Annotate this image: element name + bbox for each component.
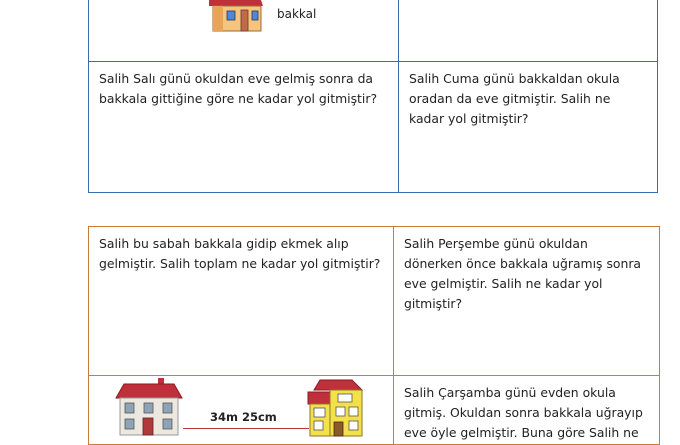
school-window-2 bbox=[336, 407, 345, 416]
school-window-5 bbox=[349, 421, 358, 430]
shop-window bbox=[227, 11, 235, 20]
school-window-4 bbox=[314, 421, 323, 430]
question-tuesday: Salih Salı günü okuldan eve gelmiş sonra da bakkala gittiğine göre ne kadar yol gitmiştir? bbox=[99, 71, 378, 106]
home-door bbox=[143, 418, 153, 435]
question-wednesday: Salih Çarşamba günü evden okula gitmiş. Okuldan sonra bakkala uğrayıp eve öyle gelmiştir. Buna göre Salih ne bbox=[404, 385, 643, 440]
home-roof bbox=[116, 384, 182, 398]
shop-house-illustration bbox=[205, 0, 275, 32]
distance-label: 34m 25cm bbox=[210, 410, 277, 424]
shop-door bbox=[241, 10, 248, 31]
home-window-3 bbox=[163, 403, 172, 413]
top-left-border bbox=[88, 0, 89, 62]
distance-line bbox=[183, 428, 309, 429]
question-this-morning: Salih bu sabah bakkala gidip ekmek alıp gelmiştir. Salih toplam ne kadar yol gitmiştir? bbox=[99, 236, 381, 271]
school-window-3 bbox=[349, 407, 358, 416]
question-cell-friday bbox=[398, 61, 658, 193]
home-house-illustration bbox=[114, 378, 184, 436]
school-door bbox=[334, 422, 343, 436]
school-side-roof bbox=[308, 392, 330, 404]
question-friday: Salih Cuma günü bakkaldan okula oradan da eve gitmiştir. Salih ne kadar yol gitmiştir? bbox=[409, 71, 620, 126]
school-house-illustration bbox=[306, 378, 368, 438]
shop-label: bakkal bbox=[277, 7, 317, 21]
shop-roof bbox=[209, 0, 263, 6]
shop-window-2 bbox=[252, 11, 258, 20]
top-right-border bbox=[657, 0, 658, 62]
question-thursday: Salih Perşembe günü okuldan dönerken önce bakkala uğramış sonra eve gelmiştir. Salih ne kadar yol gitmiştir? bbox=[404, 236, 642, 311]
home-window-5 bbox=[163, 419, 172, 429]
school-roof bbox=[314, 380, 362, 390]
school-window-1 bbox=[314, 408, 325, 417]
shop-side-wall bbox=[213, 6, 223, 31]
home-window-4 bbox=[125, 419, 134, 429]
question-cell-tuesday bbox=[88, 61, 399, 193]
question-cell-this-morning bbox=[88, 226, 394, 376]
home-window-2 bbox=[144, 403, 153, 413]
top-mid-border bbox=[398, 0, 399, 62]
home-window-1 bbox=[125, 403, 134, 413]
question-cell-wednesday bbox=[393, 375, 660, 445]
question-cell-thursday bbox=[393, 226, 660, 376]
school-window-top bbox=[338, 394, 352, 402]
